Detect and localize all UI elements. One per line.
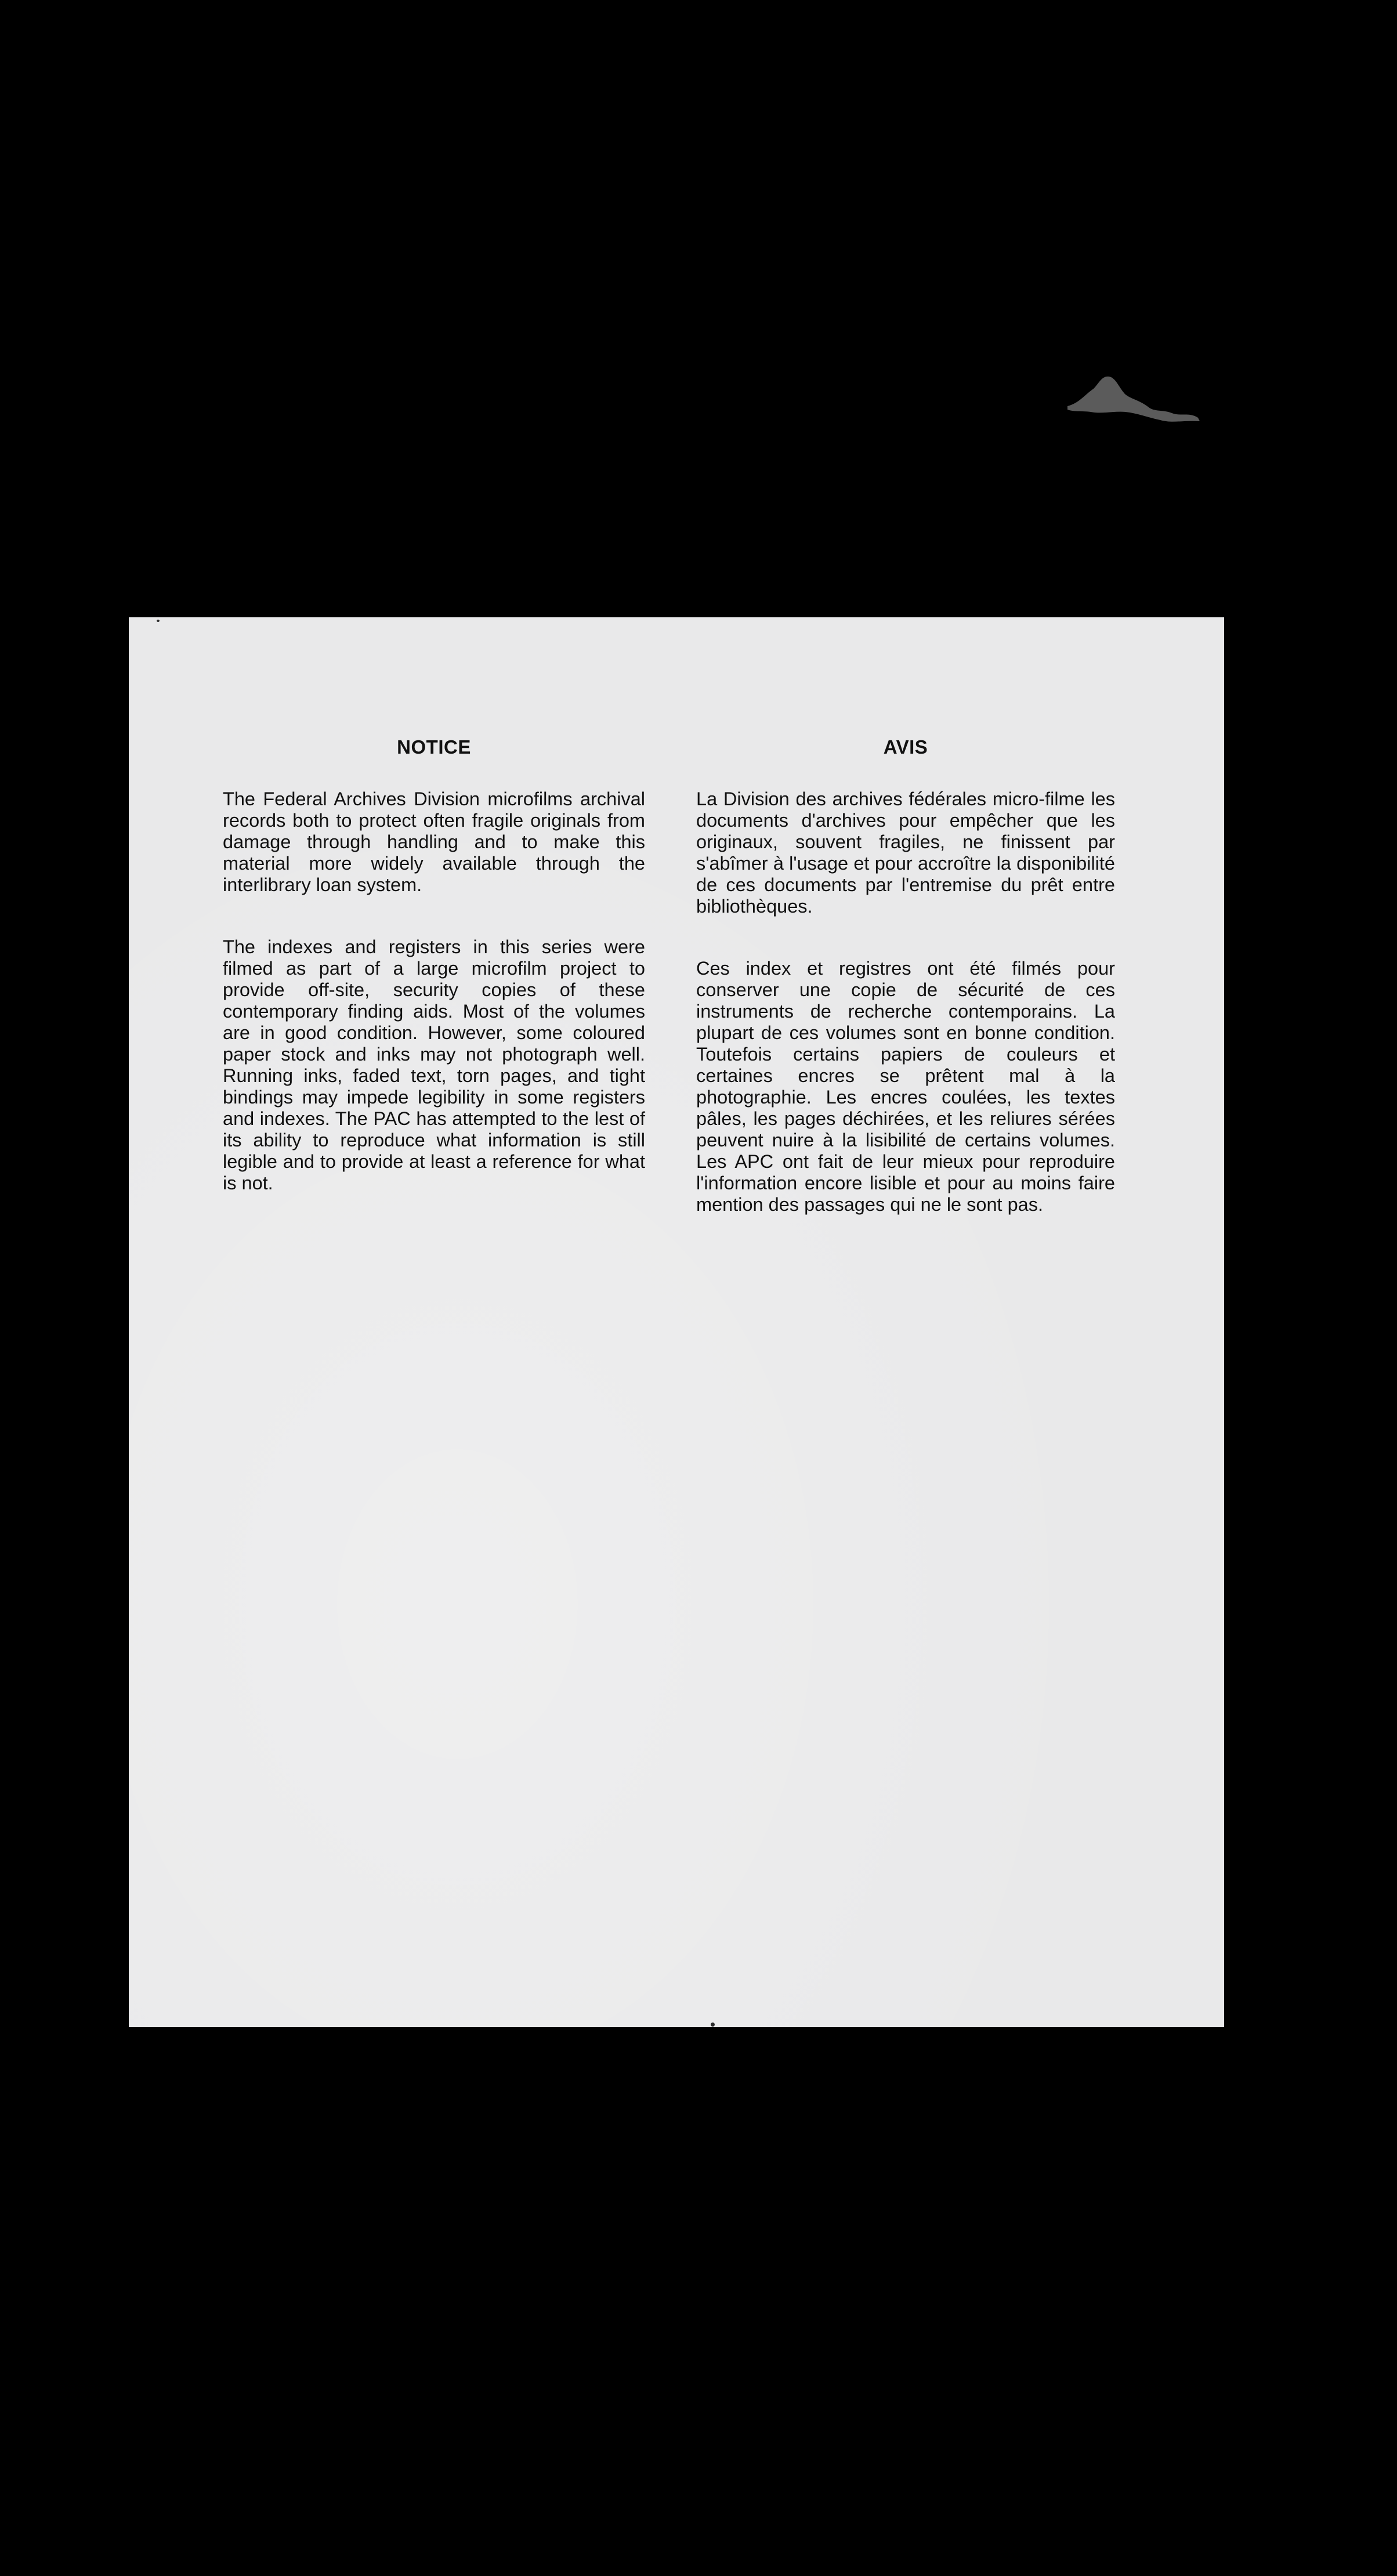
film-speck xyxy=(157,620,160,622)
avis-section xyxy=(696,736,1115,1256)
avis-paragraph-1: La Division des archives fédérales micro-filme les documents d'archives pour empêcher que les originaux, souvent fragiles, ne finissent par s'abîmer à l'usage et pour accroître la disponibilité de ces documents par l'entremise du prêt entre bibliothèques. xyxy=(696,788,1115,917)
film-speck xyxy=(711,2023,715,2027)
avis-paragraph-2: Ces index et registres ont été filmés pour conserver une copie de sécurité de ces instruments de recherche contemporains. La plupart de ces volumes sont en bonne condition. Toutefois certains papiers de couleurs et certaines encres se prêtent mal à la photographie. Les encres coulées, les textes pâles, les pages déchirées, et les reliures sérées peuvent nuire à la lisibilité de certains volumes. Les APC ont fait de leur mieux pour reproduire l'information encore lisible et pour au moins faire mention des passages qui ne le sont pas. xyxy=(696,958,1115,1215)
document-page xyxy=(129,617,1224,2027)
notice-section xyxy=(223,736,645,1235)
notice-paragraph-1: The Federal Archives Division microfilms archival records both to protect often fragile originals from damage through handling and to make this material more widely available through the interlibrary loan system. xyxy=(223,788,645,895)
notice-paragraph-2: The indexes and registers in this series were filmed as part of a large microfilm project to provide off-site, security copies of these contemporary finding aids. Most of the volumes are in good condition. However, some coloured paper stock and inks may not photograph well. Running inks, faded text, torn pages, and tight bindings may impede legibility in some registers and indexes. The PAC has attempted to the lest of its ability to reproduce what information is still legible and to provide at least a reference for what is not. xyxy=(223,936,645,1193)
film-artifact-smudge xyxy=(1067,371,1207,441)
avis-heading: AVIS xyxy=(883,736,928,758)
notice-heading: NOTICE xyxy=(397,736,471,758)
